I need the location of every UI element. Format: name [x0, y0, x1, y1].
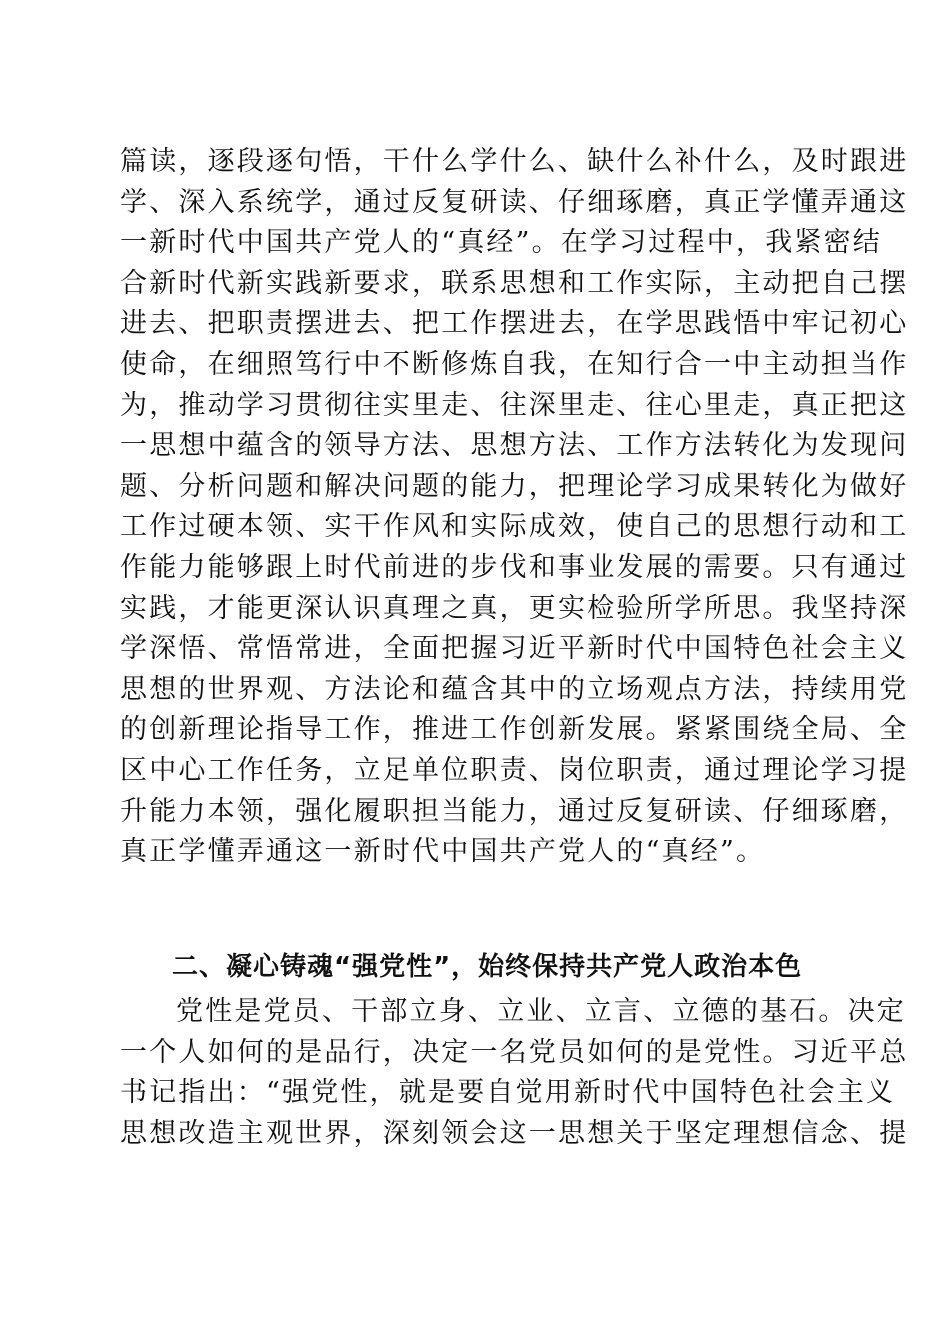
paragraph-line: 真正学懂弄通这一新时代中国共产党人的“真经”。	[120, 836, 766, 868]
paragraph-line: 工作过硬本领、实干作风和实际成效，使自己的思想行动和工	[120, 511, 909, 543]
paragraph-line: 实践，才能更深认识真理之真，更实检验所学所思。我坚持深	[120, 592, 909, 624]
paragraph-line: 升能力本领，强化履职担当能力，通过反复研读、仔细琢磨，	[120, 795, 909, 827]
paragraph-line: 篇读，逐段逐句悟，干什么学什么、缺什么补什么，及时跟进	[120, 146, 909, 177]
paragraph-line: 一思想中蕴含的领导方法、思想方法、工作方法转化为发现问	[120, 430, 909, 462]
paragraph-line: 思想的世界观、方法论和蕴含其中的立场观点方法，持续用党	[120, 673, 909, 705]
paragraph-line: 为，推动学习贯彻往实里走、往深里走、往心里走，真正把这	[120, 389, 909, 421]
paragraph-line: 使命，在细照笃行中不断修炼自我，在知行合一中主动担当作	[120, 348, 909, 380]
paragraph-line: 思想改造主观世界，深刻领会这一思想关于坚定理想信念、提	[120, 1117, 909, 1149]
paragraph-line: 合新时代新实践新要求，联系思想和工作实际，主动把自己摆	[120, 267, 909, 299]
paragraph-line: 的创新理论指导工作，推进工作创新发展。紧紧围绕全局、全	[120, 714, 909, 746]
section-heading: 二、凝心铸魂“强党性”，始终保持共产党人政治本色	[172, 952, 803, 982]
paragraph-line: 进去、把职责摆进去、把工作摆进去，在学思践悟中牢记初心	[120, 308, 909, 340]
paragraph-line: 党性是党员、干部立身、立业、立言、立德的基石。决定	[176, 996, 906, 1027]
paragraph-line: 作能力能够跟上时代前进的步伐和事业发展的需要。只有通过	[120, 551, 909, 583]
paragraph-line: 一新时代中国共产党人的“真经”。在学习过程中，我紧密结	[120, 227, 883, 259]
paragraph-line: 区中心工作任务，立足单位职责、岗位职责，通过理论学习提	[120, 754, 909, 786]
paragraph-1	[120, 142, 909, 873]
paragraph-line: 一个人如何的是品行，决定一名党员如何的是党性。习近平总	[120, 1036, 909, 1068]
paragraph-line: 学深悟、常悟常进，全面把握习近平新时代中国特色社会主义	[120, 633, 909, 665]
paragraph-line: 书记指出：“强党性，就是要自觉用新时代中国特色社会主义	[120, 1077, 896, 1109]
paragraph-line: 学、深入系统学，通过反复研读、仔细琢磨，真正学懂弄通这	[120, 186, 909, 218]
paragraph-2	[120, 992, 909, 1154]
paragraph-line: 题、分析问题和解决问题的能力，把理论学习成果转化为做好	[120, 470, 909, 502]
